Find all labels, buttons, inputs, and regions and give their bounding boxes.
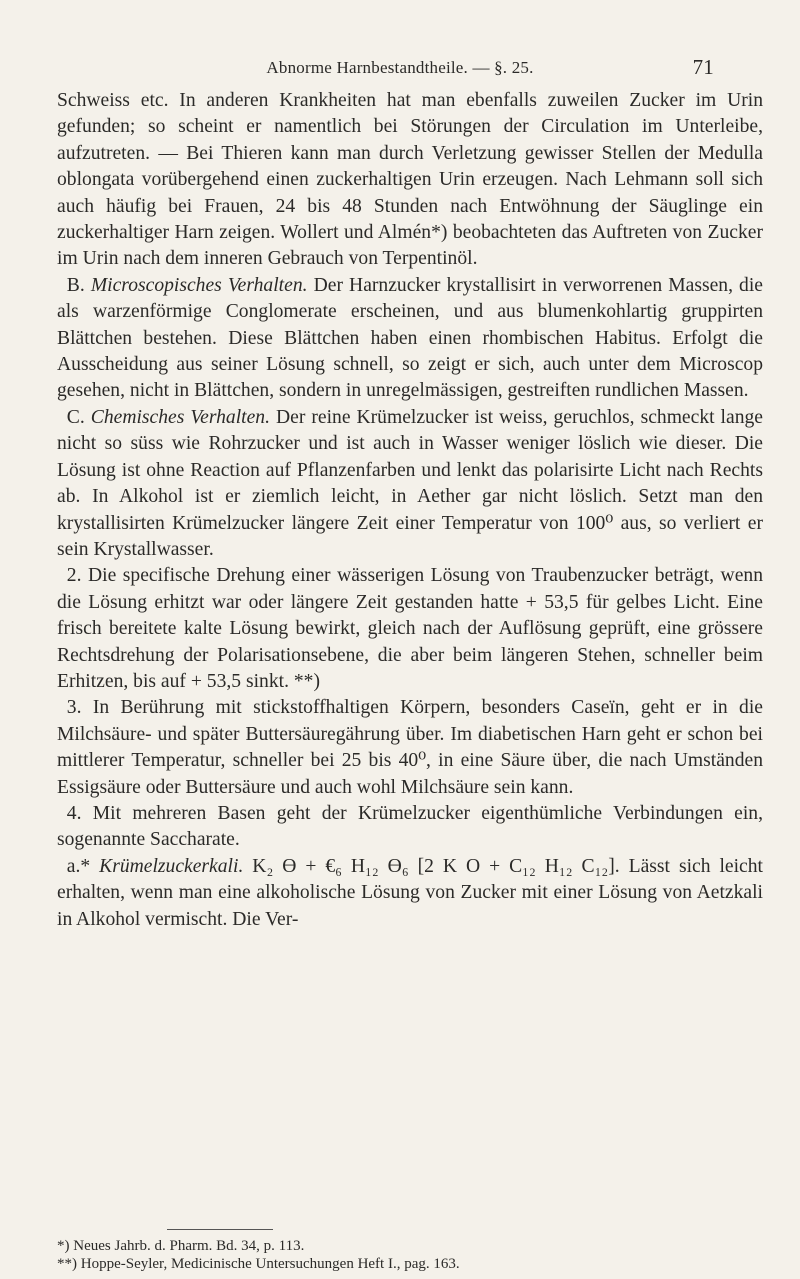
paragraph-4: [57, 801, 763, 854]
paragraph-c-text: Der reine Krümelzucker ist weiss, geruchlos, schmeckt lange nicht so süss wie Rohrzucker und ist auch in Wasser weniger löslich wie dieser. Die Lösung ist ohne Reaction auf Pflanzenfarben und lenkt das polarisirte Licht nach Rechts ab. In Alkohol ist er ziemlich leicht, in Aether gar nicht löslich. Setzt man den krystallisirten Krümelzucker längere Zeit einer Temperatur von 100⁰ aus, so verliert er sein Krystallwasser.: [57, 406, 763, 560]
footnotes: [57, 1238, 763, 1273]
paragraph-a: [57, 854, 763, 933]
paragraph-c: [57, 405, 763, 563]
page-number: 71: [692, 55, 714, 79]
paragraph-b-text: Der Harnzucker krystallisirt in verworrenen Massen, die als warzenförmige Conglomerate erscheinen, und aus blumenkohlartig gruppirten Blättchen bestehen. Diese Blättchen haben einen rhombischen Habitus. Erfolgt die Ausscheidung aus seiner Lösung schnell, so zeigt er sich, auch unter dem Microscop gesehen, nicht in Blättchen, sondern in unregelmässigen, gestreiften rundlichen Massen.: [57, 274, 763, 402]
running-header: [0, 55, 800, 79]
paragraph-3-text: 3. In Berührung mit stickstoffhaltigen Körpern, besonders Caseïn, geht er in die Milchsäure- und später Buttersäuregährung über. Im diabetischen Harn geht er schon bei mittlerer Temperatur, schneller bei 25 bis 40⁰, in eine Säure über, die nach Umständen Essigsäure oder Buttersäure und auch wohl Milchsäure sein kann.: [57, 697, 763, 798]
footnote-rule: [167, 1229, 273, 1230]
section-heading-chemical: Chemisches Verhalten.: [90, 406, 270, 428]
section-letter-a: a.*: [66, 855, 100, 877]
paragraph-a-text: K₂ Ɵ + €₆ H₁₂ Ɵ₆ [2 K O + C₁₂ H₁₂ C₁₂]. Lässt sich leicht erhalten, wenn man eine alkoholische Lösung von Zucker mit einer Lösung von Aetzkali in Alkohol vermischt. Die Ver-: [57, 855, 763, 930]
footnote-2: **) Hoppe-Seyler, Medicinische Untersuchungen Heft I., pag. 163.: [57, 1255, 460, 1272]
paragraph-3: [57, 695, 763, 801]
body-text: [57, 88, 763, 933]
section-letter-c: C.: [66, 406, 91, 428]
section-letter-b: B.: [66, 274, 91, 296]
paragraph-2: [57, 563, 763, 695]
paragraph-1: [57, 88, 763, 273]
paragraph-b: [57, 273, 763, 405]
running-title: Abnorme Harnbestandtheile. — §. 25.: [266, 58, 534, 77]
footnote-1: *) Neues Jahrb. d. Pharm. Bd. 34, p. 113.: [57, 1238, 305, 1254]
section-heading-microscopic: Microscopisches Verhalten.: [90, 274, 308, 296]
paragraph-1-text: Schweiss etc. In anderen Krankheiten hat man ebenfalls zuweilen Zucker im Urin gefunden; so scheint er namentlich bei Störungen der Circulation im Unterleibe, aufzutreten. — Bei Thieren kann man durch Verletzung gewisser Stellen der Medulla oblongata vorübergehend einen zuckerhaltigen Urin erzeugen. Nach Lehmann soll sich auch häufig bei Frauen, 24 bis 48 Stunden nach Entwöhnung der Säuglinge ein zuckerhaltiger Harn zeigen. Wollert und Almén*) beobachteten das Auftreten von Zucker im Urin nach dem inneren Gebrauch von Terpentinöl.: [57, 90, 763, 270]
paragraph-4-text: 4. Mit mehreren Basen geht der Krümelzucker eigenthümliche Verbindungen ein, sogenannte Saccharate.: [57, 802, 763, 851]
section-heading-sugar-potash: Krümelzuckerkali.: [99, 855, 244, 877]
paragraph-2-text: 2. Die specifische Drehung einer wässerigen Lösung von Traubenzucker beträgt, wenn die Lösung erhitzt war oder längere Zeit gestanden hatte + 53,5 für gelbes Licht. Eine frisch bereitete kalte Lösung bewirkt, gleich nach der Auflösung geprüft, eine grössere Rechtsdrehung der Polarisationsebene, die aber beim längeren Stehen, schneller beim Erhitzen, bis auf + 53,5 sinkt. **): [57, 565, 763, 692]
